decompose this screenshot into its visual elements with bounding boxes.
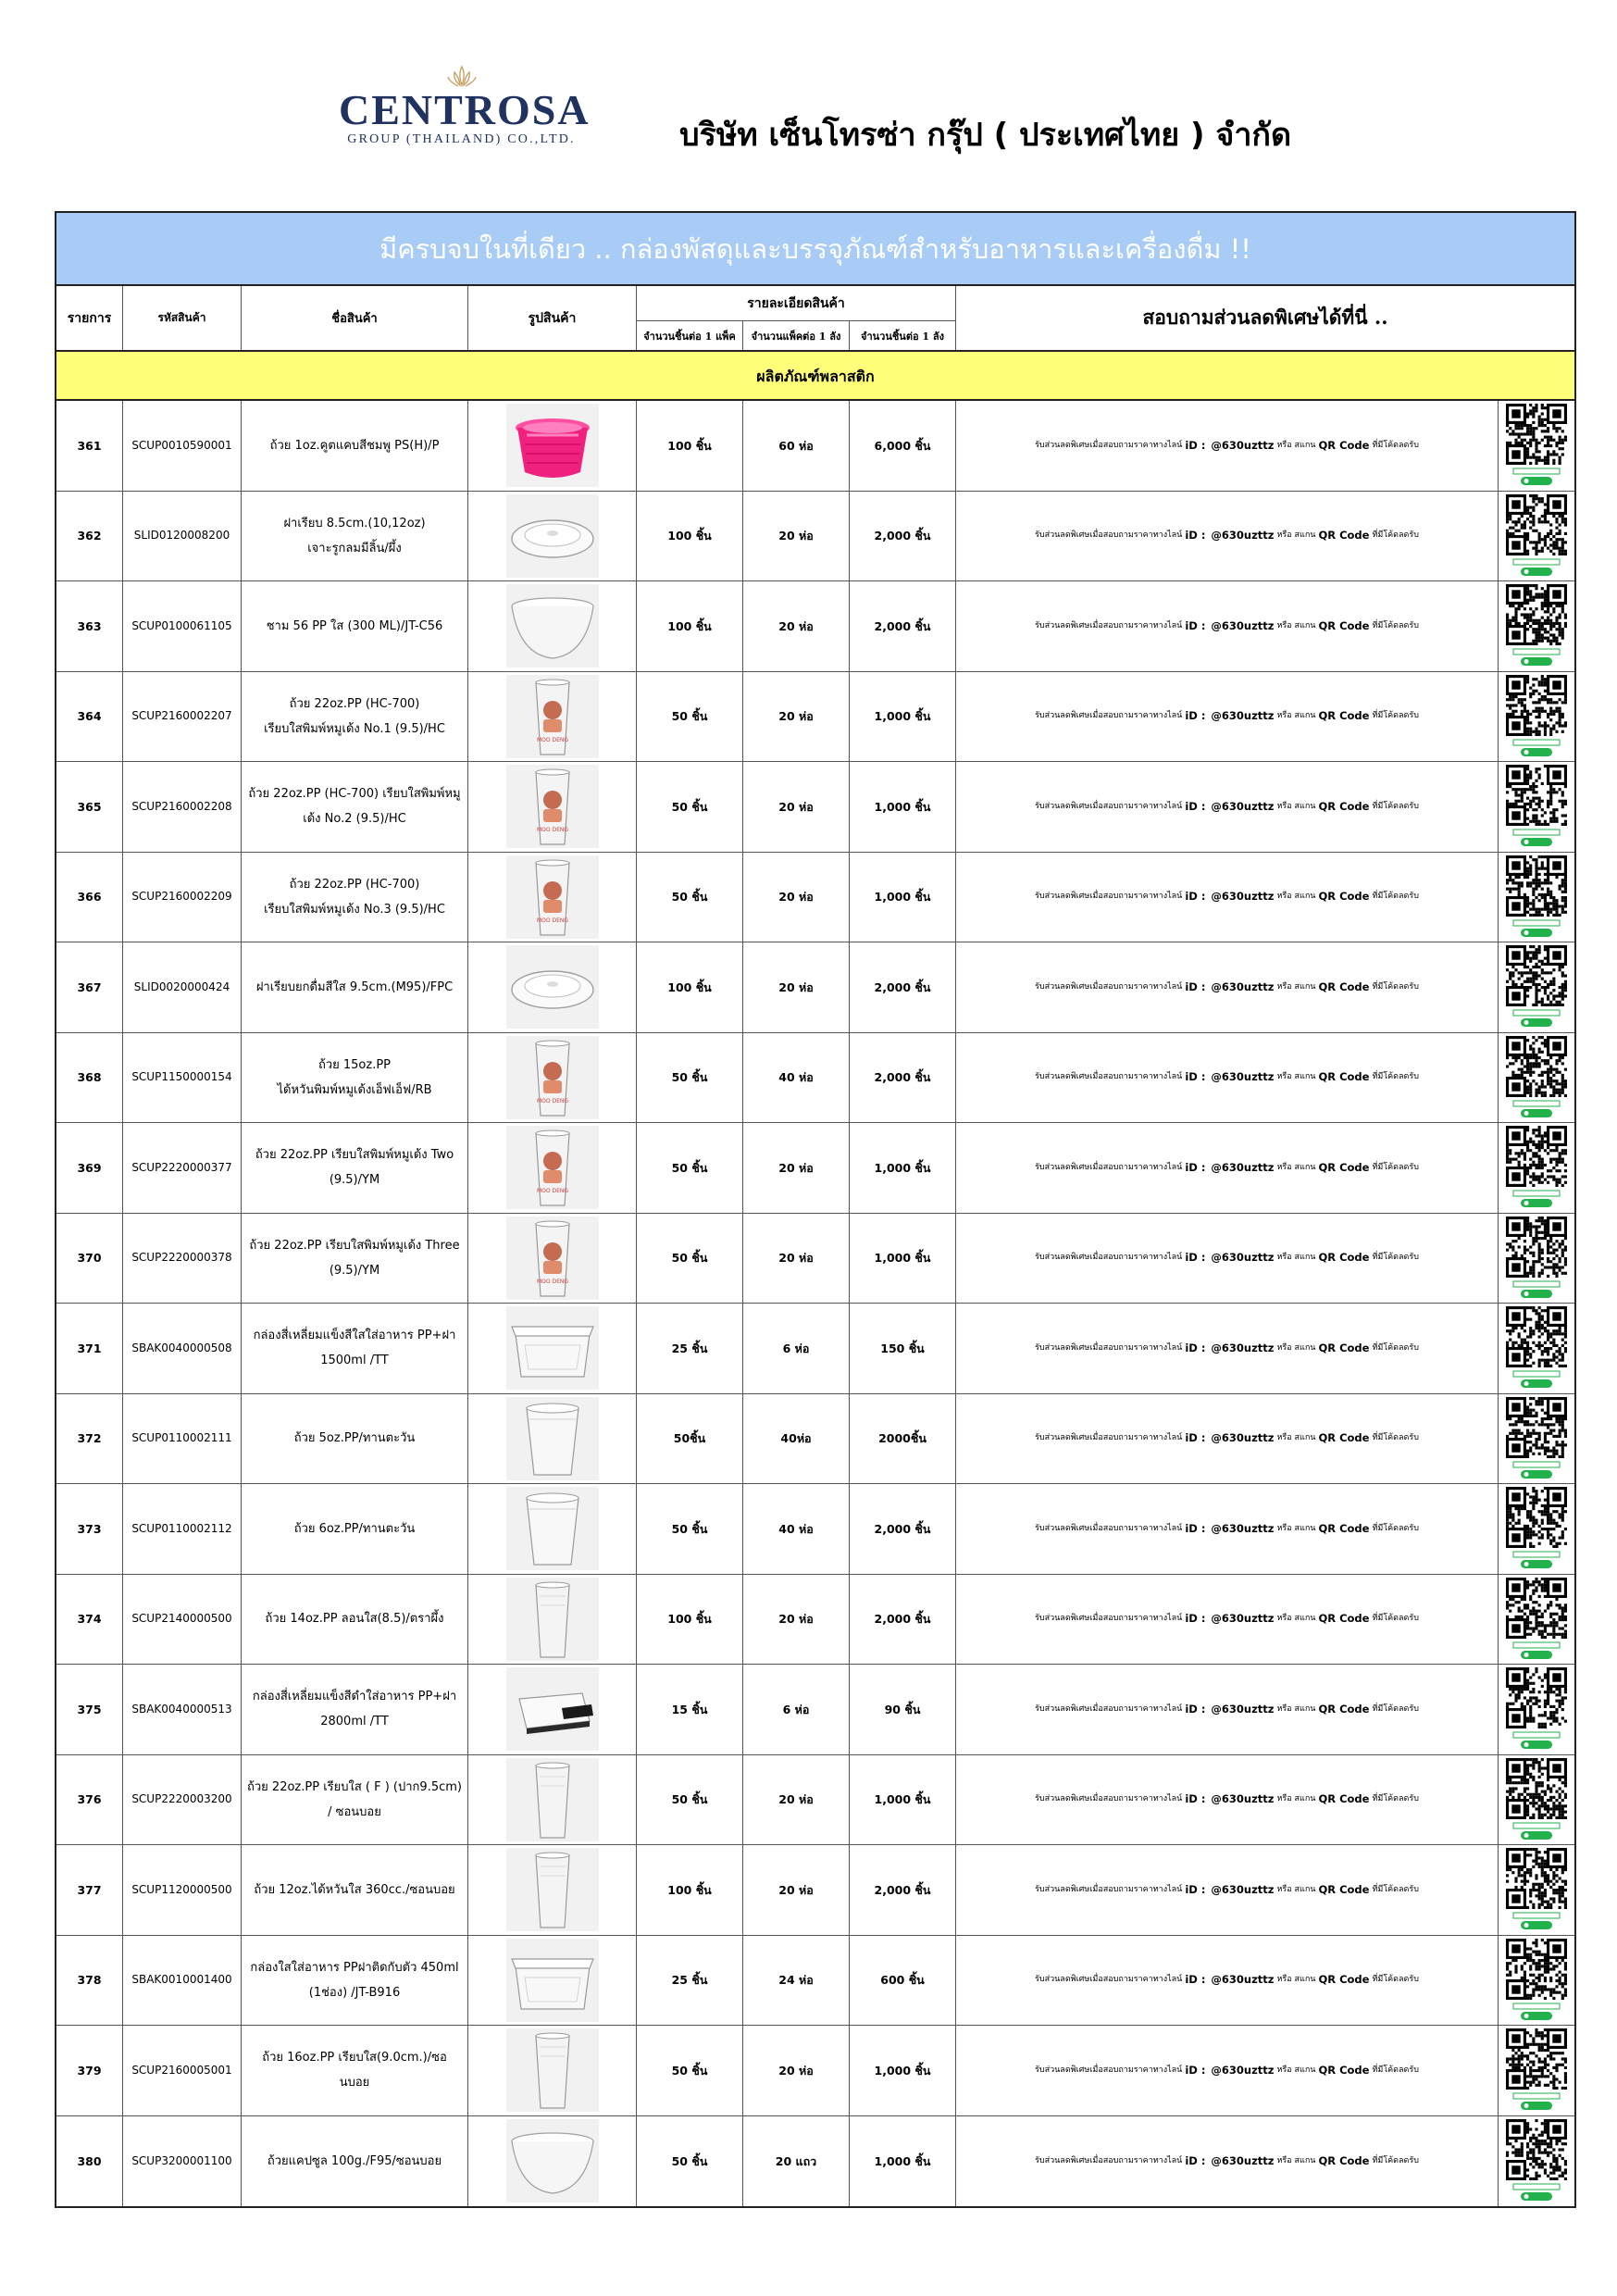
- qr-cell: [1499, 1304, 1574, 1393]
- promo-text: รับส่วนลดพิเศษเมื่อสอบถามราคาทางไลน์ iD : @630uzttz หรือ สแกน QR Code ที่มีโค้ดลดรับ: [956, 672, 1499, 762]
- promo-text: รับส่วนลดพิเศษเมื่อสอบถามราคาทางไลน์ iD : @630uzttz หรือ สแกน QR Code ที่มีโค้ดลดรับ: [956, 1484, 1499, 1574]
- pieces-per-case: 1,000 ชิ้น: [850, 1214, 956, 1304]
- product-code: SCUP0010590001: [123, 401, 242, 491]
- printed-cup-icon: [506, 1126, 599, 1209]
- table-row: [56, 1936, 1574, 2027]
- promo-text: รับส่วนลดพิเศษเมื่อสอบถามราคาทางไลน์ iD : @630uzttz หรือ สแกน QR Code ที่มีโค้ดลดรับ: [956, 581, 1499, 671]
- row-number: 371: [56, 1304, 123, 1393]
- line-qr-code-icon[interactable]: [1506, 675, 1567, 758]
- table-row: [56, 942, 1574, 1033]
- product-code: SCUP2160005001: [123, 2026, 242, 2115]
- pieces-per-case: 2,000 ชิ้น: [850, 492, 956, 581]
- product-code: SBAK0010001400: [123, 1936, 242, 2026]
- product-code: SLID0120008200: [123, 492, 242, 581]
- printed-cup-icon: [506, 765, 599, 848]
- pieces-per-case: 2,000 ชิ้น: [850, 1575, 956, 1665]
- product-code: SCUP1150000154: [123, 1033, 242, 1123]
- line-id[interactable]: @630uzttz: [1211, 1973, 1275, 1987]
- promo-text: รับส่วนลดพิเศษเมื่อสอบถามราคาทางไลน์ iD : @630uzttz หรือ สแกน QR Code ที่มีโค้ดลดรับ: [956, 1394, 1499, 1484]
- row-number: 379: [56, 2026, 123, 2115]
- promo-text: รับส่วนลดพิเศษเมื่อสอบถามราคาทางไลน์ iD : @630uzttz หรือ สแกน QR Code ที่มีโค้ดลดรับ: [956, 492, 1499, 581]
- product-name: ถ้วย 16oz.PP เรียบใส(9.0cm.)/ซอนบอย: [242, 2026, 468, 2115]
- qr-cell: [1499, 1214, 1574, 1304]
- packs-per-case: 40ห่อ: [743, 1394, 850, 1484]
- product-name: ชาม 56 PP ใส (300 ML)/JT-C56: [242, 581, 468, 671]
- pieces-per-pack: 50 ชิ้น: [637, 672, 743, 762]
- product-image-cell: [468, 762, 637, 852]
- line-qr-code-icon[interactable]: [1506, 1217, 1567, 1300]
- line-id[interactable]: @630uzttz: [1211, 529, 1275, 543]
- pieces-per-pack: 100 ชิ้น: [637, 1575, 743, 1665]
- packs-per-case: 20 ห่อ: [743, 1123, 850, 1213]
- packs-per-case: 20 ห่อ: [743, 581, 850, 671]
- line-qr-code-icon[interactable]: [1506, 1939, 1567, 2022]
- pieces-per-case: 1,000 ชิ้น: [850, 672, 956, 762]
- pink-cup-icon: [506, 404, 599, 487]
- logo-name: CENTROSA: [339, 86, 591, 133]
- line-qr-code-icon[interactable]: [1506, 494, 1567, 578]
- pieces-per-pack: 50ชิ้น: [637, 1394, 743, 1484]
- pieces-per-case: 2,000 ชิ้น: [850, 1033, 956, 1123]
- clear-bowl-icon: [506, 2119, 599, 2202]
- packs-per-case: 20 ห่อ: [743, 1755, 850, 1845]
- promo-text: รับส่วนลดพิเศษเมื่อสอบถามราคาทางไลน์ iD : @630uzttz หรือ สแกน QR Code ที่มีโค้ดลดรับ: [956, 1665, 1499, 1754]
- svg-text:MOO DENG: MOO DENG: [536, 1278, 568, 1285]
- col-no: รายการ: [56, 286, 123, 350]
- packs-per-case: 40 ห่อ: [743, 1484, 850, 1574]
- pieces-per-pack: 50 ชิ้น: [637, 2026, 743, 2115]
- line-id[interactable]: @630uzttz: [1211, 709, 1275, 723]
- tall-clear-cup-icon: [506, 1578, 599, 1661]
- col-image: รูปสินค้า: [468, 286, 637, 350]
- qr-cell: [1499, 853, 1574, 942]
- product-image-cell: [468, 1394, 637, 1484]
- clear-lid-icon: [506, 494, 599, 578]
- promo-text: รับส่วนลดพิเศษเมื่อสอบถามราคาทางไลน์ iD : @630uzttz หรือ สแกน QR Code ที่มีโค้ดลดรับ: [956, 401, 1499, 491]
- product-name: กล่องสี่เหลี่ยมแข็งสีใสใส่อาหาร PP+ฝา 1500ml /TT: [242, 1304, 468, 1393]
- product-image-cell: [468, 492, 637, 581]
- svg-text:MOO DENG: MOO DENG: [536, 827, 568, 834]
- pieces-per-pack: 50 ชิ้น: [637, 1033, 743, 1123]
- table-row: [56, 581, 1574, 672]
- promo-text: รับส่วนลดพิเศษเมื่อสอบถามราคาทางไลน์ iD : @630uzttz หรือ สแกน QR Code ที่มีโค้ดลดรับ: [956, 1304, 1499, 1393]
- tall-clear-cup-icon: [506, 2028, 599, 2112]
- qr-cell: [1499, 1575, 1574, 1665]
- pieces-per-case: 2,000 ชิ้น: [850, 1484, 956, 1574]
- svg-text:MOO DENG: MOO DENG: [536, 736, 568, 743]
- pieces-per-pack: 25 ชิ้น: [637, 1936, 743, 2026]
- packs-per-case: 40 ห่อ: [743, 1033, 850, 1123]
- packs-per-case: 20 ห่อ: [743, 492, 850, 581]
- banner: มีครบจบในที่เดียว .. กล่องพัสดุและบรรจุภัณฑ์สำหรับอาหารและเครื่องดื่ม !!: [56, 213, 1574, 286]
- line-qr-code-icon[interactable]: [1506, 1036, 1567, 1119]
- line-qr-code-icon[interactable]: [1506, 765, 1567, 848]
- clear-cup-icon: [506, 1487, 599, 1570]
- pieces-per-pack: 25 ชิ้น: [637, 1304, 743, 1393]
- svg-text:MOO DENG: MOO DENG: [536, 1097, 568, 1104]
- qr-cell: [1499, 581, 1574, 671]
- line-id[interactable]: @630uzttz: [1211, 1882, 1275, 1896]
- pieces-per-pack: 50 ชิ้น: [637, 1755, 743, 1845]
- col-inquire: สอบถามส่วนลดพิเศษได้ที่นี่ ..: [1142, 306, 1388, 329]
- product-image-cell: [468, 2026, 637, 2115]
- product-name: ถ้วย 14oz.PP ลอนใส(8.5)/ตราผึ้ง: [242, 1575, 468, 1665]
- line-id[interactable]: @630uzttz: [1211, 618, 1275, 632]
- line-qr-code-icon[interactable]: [1506, 855, 1567, 939]
- product-image-cell: [468, 1214, 637, 1304]
- clear-box-icon: [506, 1306, 599, 1390]
- promo-text: รับส่วนลดพิเศษเมื่อสอบถามราคาทางไลน์ iD : @630uzttz หรือ สแกน QR Code ที่มีโค้ดลดรับ: [956, 1214, 1499, 1304]
- product-table: [55, 211, 1576, 2208]
- packs-per-case: 20 ห่อ: [743, 1575, 850, 1665]
- pieces-per-pack: 50 ชิ้น: [637, 1214, 743, 1304]
- svg-text:MOO DENG: MOO DENG: [536, 1188, 568, 1195]
- row-number: 363: [56, 581, 123, 671]
- line-qr-code-icon[interactable]: [1506, 945, 1567, 1029]
- product-name: ถ้วย 15oz.PP ได้หวันพิมพ์หมูเด้งเอ็ฟเอ็ฟ/RB: [242, 1033, 468, 1123]
- qr-cell: [1499, 672, 1574, 762]
- product-code: SCUP0110002111: [123, 1394, 242, 1484]
- line-id[interactable]: @630uzttz: [1211, 1070, 1275, 1084]
- row-number: 368: [56, 1033, 123, 1123]
- product-image-cell: [468, 853, 637, 942]
- pieces-per-pack: 15 ชิ้น: [637, 1665, 743, 1754]
- clear-lid-icon: [506, 945, 599, 1029]
- product-code: SCUP0110002112: [123, 1484, 242, 1574]
- packs-per-case: 60 ห่อ: [743, 401, 850, 491]
- promo-text: รับส่วนลดพิเศษเมื่อสอบถามราคาทางไลน์ iD : @630uzttz หรือ สแกน QR Code ที่มีโค้ดลดรับ: [956, 1936, 1499, 2026]
- product-code: SBAK0040000508: [123, 1304, 242, 1393]
- table-row: [56, 1845, 1574, 1936]
- product-name: ถ้วย 22oz.PP (HC-700) เรียบใสพิมพ์หมู เด้ง No.2 (9.5)/HC: [242, 762, 468, 852]
- qr-cell: [1499, 1394, 1574, 1484]
- product-image-cell: [468, 1033, 637, 1123]
- row-number: 366: [56, 853, 123, 942]
- line-id[interactable]: @630uzttz: [1211, 1612, 1275, 1626]
- table-row: [56, 1123, 1574, 1214]
- line-id[interactable]: @630uzttz: [1211, 1160, 1275, 1174]
- product-name: ถ้วย 1oz.คูตแคบสีชมพู PS(H)/P: [242, 401, 468, 491]
- product-code: SCUP2140000500: [123, 1575, 242, 1665]
- col-detail-title: รายละเอียดสินค้า: [637, 286, 955, 321]
- promo-text: รับส่วนลดพิเศษเมื่อสอบถามราคาทางไลน์ iD : @630uzttz หรือ สแกน QR Code ที่มีโค้ดลดรับ: [956, 1123, 1499, 1213]
- table-row: [56, 1304, 1574, 1394]
- pieces-per-case: 2000ชิ้น: [850, 1394, 956, 1484]
- table-row: [56, 1394, 1574, 1485]
- line-id[interactable]: @630uzttz: [1211, 1792, 1275, 1806]
- line-qr-code-icon[interactable]: [1506, 1126, 1567, 1209]
- line-qr-code-icon[interactable]: [1506, 1667, 1567, 1751]
- product-code: SCUP2160002208: [123, 762, 242, 852]
- qr-cell: [1499, 1484, 1574, 1574]
- product-name: ถ้วย 22oz.PP (HC-700) เรียบใสพิมพ์หมูเด้ง No.3 (9.5)/HC: [242, 853, 468, 942]
- product-code: SCUP3200001100: [123, 2116, 242, 2207]
- row-number: 369: [56, 1123, 123, 1213]
- product-code: SCUP2220000377: [123, 1123, 242, 1213]
- pieces-per-case: 1,000 ชิ้น: [850, 853, 956, 942]
- packs-per-case: 6 ห่อ: [743, 1665, 850, 1754]
- printed-cup-icon: [506, 1036, 599, 1119]
- qr-cell: [1499, 942, 1574, 1032]
- table-row: [56, 492, 1574, 582]
- pieces-per-case: 2,000 ชิ้น: [850, 1845, 956, 1935]
- pieces-per-pack: 100 ชิ้น: [637, 581, 743, 671]
- product-code: SBAK0040000513: [123, 1665, 242, 1754]
- product-image-cell: [468, 1936, 637, 2026]
- pieces-per-pack: 50 ชิ้น: [637, 1123, 743, 1213]
- table-row: [56, 1665, 1574, 1755]
- col-code: รหัสสินค้า: [123, 286, 242, 350]
- product-image-cell: [468, 1575, 637, 1665]
- product-name: ถ้วย 22oz.PP เรียบใส ( F ) (ปาก9.5cm) / ซอนบอย: [242, 1755, 468, 1845]
- row-number: 380: [56, 2116, 123, 2207]
- promo-text: รับส่วนลดพิเศษเมื่อสอบถามราคาทางไลน์ iD : @630uzttz หรือ สแกน QR Code ที่มีโค้ดลดรับ: [956, 762, 1499, 852]
- line-id[interactable]: @630uzttz: [1211, 1702, 1275, 1716]
- table-row: [56, 1214, 1574, 1304]
- row-number: 361: [56, 401, 123, 491]
- pieces-per-case: 1,000 ชิ้น: [850, 2116, 956, 2207]
- row-number: 370: [56, 1214, 123, 1304]
- product-code: SCUP2160002207: [123, 672, 242, 762]
- qr-cell: [1499, 492, 1574, 581]
- product-image-cell: [468, 1755, 637, 1845]
- product-image-cell: [468, 942, 637, 1032]
- product-image-cell: [468, 1484, 637, 1574]
- product-code: SLID0020000424: [123, 942, 242, 1032]
- qr-cell: [1499, 1936, 1574, 2026]
- line-id[interactable]: @630uzttz: [1211, 980, 1275, 993]
- line-id[interactable]: @630uzttz: [1211, 890, 1275, 904]
- pieces-per-pack: 100 ชิ้น: [637, 942, 743, 1032]
- product-image-cell: [468, 672, 637, 762]
- qr-cell: [1499, 1123, 1574, 1213]
- table-header: [56, 286, 1574, 352]
- product-name: ถ้วย 6oz.PP/ทานตะวัน: [242, 1484, 468, 1574]
- promo-text: รับส่วนลดพิเศษเมื่อสอบถามราคาทางไลน์ iD : @630uzttz หรือ สแกน QR Code ที่มีโค้ดลดรับ: [956, 1845, 1499, 1935]
- line-qr-code-icon[interactable]: [1506, 404, 1567, 487]
- promo-text: รับส่วนลดพิเศษเมื่อสอบถามราคาทางไลน์ iD : @630uzttz หรือ สแกน QR Code ที่มีโค้ดลดรับ: [956, 2116, 1499, 2207]
- product-code: SCUP0100061105: [123, 581, 242, 671]
- qr-cell: [1499, 1665, 1574, 1754]
- qr-cell: [1499, 2026, 1574, 2115]
- table-body: [56, 401, 1574, 2206]
- packs-per-case: 24 ห่อ: [743, 1936, 850, 2026]
- product-image-cell: [468, 581, 637, 671]
- line-id[interactable]: @630uzttz: [1211, 1341, 1275, 1354]
- qr-cell: [1499, 2116, 1574, 2207]
- promo-text: รับส่วนลดพิเศษเมื่อสอบถามราคาทางไลน์ iD : @630uzttz หรือ สแกน QR Code ที่มีโค้ดลดรับ: [956, 1033, 1499, 1123]
- table-row: [56, 1484, 1574, 1575]
- pieces-per-case: 600 ชิ้น: [850, 1936, 956, 2026]
- product-image-cell: [468, 401, 637, 491]
- printed-cup-icon: [506, 1217, 599, 1300]
- tall-clear-cup-icon: [506, 1758, 599, 1841]
- col-detail: [637, 286, 956, 350]
- row-number: 376: [56, 1755, 123, 1845]
- packs-per-case: 6 ห่อ: [743, 1304, 850, 1393]
- pieces-per-pack: 50 ชิ้น: [637, 1484, 743, 1574]
- packs-per-case: 20 ห่อ: [743, 2026, 850, 2115]
- promo-text: รับส่วนลดพิเศษเมื่อสอบถามราคาทางไลน์ iD : @630uzttz หรือ สแกน QR Code ที่มีโค้ดลดรับ: [956, 942, 1499, 1032]
- table-row: [56, 2026, 1574, 2116]
- table-row: [56, 401, 1574, 492]
- pieces-per-case: 90 ชิ้น: [850, 1665, 956, 1754]
- line-qr-code-icon[interactable]: [1506, 1848, 1567, 1931]
- product-image-cell: [468, 1665, 637, 1754]
- line-id[interactable]: @630uzttz: [1211, 2063, 1275, 2077]
- pieces-per-pack: 100 ชิ้น: [637, 492, 743, 581]
- packs-per-case: 20 ห่อ: [743, 942, 850, 1032]
- pieces-per-pack: 50 ชิ้น: [637, 2116, 743, 2207]
- row-number: 373: [56, 1484, 123, 1574]
- product-image-cell: [468, 1304, 637, 1393]
- product-code: SCUP2220000378: [123, 1214, 242, 1304]
- line-id[interactable]: @630uzttz: [1211, 1251, 1275, 1265]
- pieces-per-case: 2,000 ชิ้น: [850, 581, 956, 671]
- printed-cup-icon: [506, 675, 599, 758]
- product-image-cell: [468, 1123, 637, 1213]
- row-number: 365: [56, 762, 123, 852]
- line-qr-code-icon[interactable]: [1506, 1306, 1567, 1390]
- company-logo: [339, 65, 591, 157]
- row-number: 372: [56, 1394, 123, 1484]
- table-row: [56, 1033, 1574, 1124]
- logo-subtitle: GROUP (THAILAND) CO.,LTD.: [347, 132, 576, 146]
- line-id[interactable]: @630uzttz: [1211, 2153, 1275, 2167]
- clear-box-icon: [506, 1939, 599, 2022]
- line-id[interactable]: @630uzttz: [1211, 1431, 1275, 1445]
- line-qr-code-icon[interactable]: [1506, 1578, 1567, 1661]
- qr-cell: [1499, 1033, 1574, 1123]
- row-number: 378: [56, 1936, 123, 2026]
- row-number: 367: [56, 942, 123, 1032]
- table-row: [56, 853, 1574, 943]
- row-number: 377: [56, 1845, 123, 1935]
- pieces-per-case: 2,000 ชิ้น: [850, 942, 956, 1032]
- product-image-cell: [468, 2116, 637, 2207]
- qr-cell: [1499, 401, 1574, 491]
- pieces-per-case: 6,000 ชิ้น: [850, 401, 956, 491]
- promo-text: รับส่วนลดพิเศษเมื่อสอบถามราคาทางไลน์ iD : @630uzttz หรือ สแกน QR Code ที่มีโค้ดลดรับ: [956, 853, 1499, 942]
- product-name: ถ้วย 22oz.PP เรียบใสพิมพ์หมูเด้ง Three (9.5)/YM: [242, 1214, 468, 1304]
- row-number: 375: [56, 1665, 123, 1754]
- pieces-per-case: 1,000 ชิ้น: [850, 1755, 956, 1845]
- tall-clear-cup-icon: [506, 1848, 599, 1931]
- pieces-per-case: 1,000 ชิ้น: [850, 2026, 956, 2115]
- qr-cell: [1499, 1845, 1574, 1935]
- category-label: ผลิตภัณฑ์พลาสติก: [56, 352, 1574, 401]
- product-image-cell: [468, 1845, 637, 1935]
- product-name: ฝาเรียบยกดื่มสีใส 9.5cm.(M95)/FPC: [242, 942, 468, 1032]
- printed-cup-icon: [506, 855, 599, 939]
- packs-per-case: 20 ห่อ: [743, 1214, 850, 1304]
- product-name: ถ้วย 12oz.ได้หวันใส 360cc./ซอนบอย: [242, 1845, 468, 1935]
- pieces-per-pack: 100 ชิ้น: [637, 401, 743, 491]
- pieces-per-case: 150 ชิ้น: [850, 1304, 956, 1393]
- pieces-per-case: 1,000 ชิ้น: [850, 1123, 956, 1213]
- line-qr-code-icon[interactable]: [1506, 2119, 1567, 2202]
- pieces-per-pack: 50 ชิ้น: [637, 762, 743, 852]
- product-code: SCUP1120000500: [123, 1845, 242, 1935]
- packs-per-case: 20 ห่อ: [743, 672, 850, 762]
- pieces-per-pack: 50 ชิ้น: [637, 853, 743, 942]
- clear-bowl-icon: [506, 584, 599, 668]
- line-qr-code-icon[interactable]: [1506, 2028, 1567, 2112]
- line-id[interactable]: @630uzttz: [1211, 1521, 1275, 1535]
- qr-cell: [1499, 762, 1574, 852]
- product-name: ถ้วยแคปซูล 100g./F95/ซอนบอย: [242, 2116, 468, 2207]
- table-row: [56, 2116, 1574, 2207]
- product-name: ถ้วย 22oz.PP (HC-700) เรียบใสพิมพ์หมูเด้ง No.1 (9.5)/HC: [242, 672, 468, 762]
- line-qr-code-icon[interactable]: [1506, 584, 1567, 668]
- product-name: ถ้วย 22oz.PP เรียบใสพิมพ์หมูเด้ง Two (9.5)/YM: [242, 1123, 468, 1213]
- packs-per-case: 20 ห่อ: [743, 762, 850, 852]
- table-row: [56, 1575, 1574, 1666]
- line-qr-code-icon[interactable]: [1506, 1487, 1567, 1570]
- table-row: [56, 1755, 1574, 1846]
- col-packs-per-case: จำนวนแพ็คต่อ 1 ลัง: [743, 321, 850, 350]
- pieces-per-pack: 100 ชิ้น: [637, 1845, 743, 1935]
- row-number: 362: [56, 492, 123, 581]
- table-row: [56, 672, 1574, 763]
- col-per-pack: จำนวนชิ้นต่อ 1 แพ็ค: [637, 321, 743, 350]
- product-name: กล่องสี่เหลี่ยมแข็งสีดำใส่อาหาร PP+ฝา 2800ml /TT: [242, 1665, 468, 1754]
- col-name: ชื่อสินค้า: [242, 286, 468, 350]
- packs-per-case: 20 ห่อ: [743, 1845, 850, 1935]
- pieces-per-case: 1,000 ชิ้น: [850, 762, 956, 852]
- product-name: ถ้วย 5oz.PP/ทานตะวัน: [242, 1394, 468, 1484]
- line-id[interactable]: @630uzttz: [1211, 799, 1275, 813]
- packs-per-case: 20 ห่อ: [743, 853, 850, 942]
- line-id[interactable]: @630uzttz: [1211, 438, 1275, 452]
- line-qr-code-icon[interactable]: [1506, 1758, 1567, 1841]
- col-per-case: จำนวนชิ้นต่อ 1 ลัง: [861, 330, 944, 343]
- black-box-icon: [506, 1667, 599, 1751]
- promo-text: รับส่วนลดพิเศษเมื่อสอบถามราคาทางไลน์ iD : @630uzttz หรือ สแกน QR Code ที่มีโค้ดลดรับ: [956, 1575, 1499, 1665]
- product-name: ฝาเรียบ 8.5cm.(10,12oz) เจาะรูกลมมีลิ้น/ผึ้ง: [242, 492, 468, 581]
- table-row: [56, 762, 1574, 853]
- product-code: SCUP2220003200: [123, 1755, 242, 1845]
- line-qr-code-icon[interactable]: [1506, 1397, 1567, 1480]
- row-number: 364: [56, 672, 123, 762]
- svg-text:MOO DENG: MOO DENG: [536, 917, 568, 924]
- qr-cell: [1499, 1755, 1574, 1845]
- clear-cup-icon: [506, 1397, 599, 1480]
- company-name: บริษัท เซ็นโทรซ่า กรุ๊ป ( ประเทศไทย ) จำกัด: [679, 117, 1292, 154]
- promo-text: รับส่วนลดพิเศษเมื่อสอบถามราคาทางไลน์ iD : @630uzttz หรือ สแกน QR Code ที่มีโค้ดลดรับ: [956, 1755, 1499, 1845]
- product-code: SCUP2160002209: [123, 853, 242, 942]
- row-number: 374: [56, 1575, 123, 1665]
- product-name: กล่องใสใส่อาหาร PPฝาติดกับตัว 450ml (1ช่อง) /JT-B916: [242, 1936, 468, 2026]
- promo-text: รับส่วนลดพิเศษเมื่อสอบถามราคาทางไลน์ iD : @630uzttz หรือ สแกน QR Code ที่มีโค้ดลดรับ: [956, 2026, 1499, 2115]
- packs-per-case: 20 แถว: [743, 2116, 850, 2207]
